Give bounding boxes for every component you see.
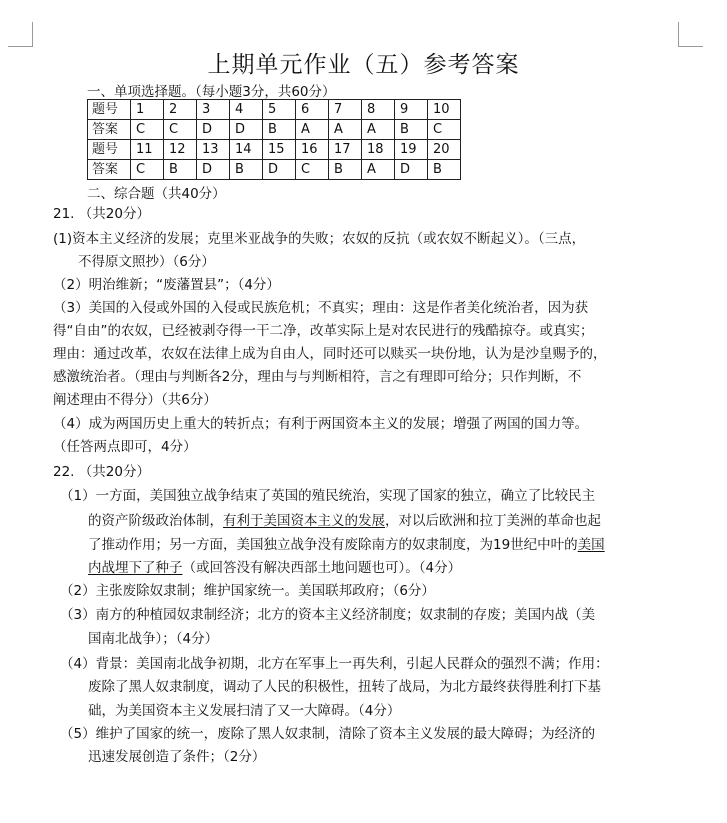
answer-line: （5）维护了国家的统一，废除了黑人奴隶制，清除了资本主义发展的最大障碍；为经济的 — [60, 726, 596, 742]
page-corner-mark-top-right — [678, 22, 703, 47]
section2-heading: 二、综合题（共40分） — [87, 186, 226, 202]
table-cell: 11 — [131, 140, 164, 160]
answer-line: (1)资本主义经济的发展；克里米亚战争的失败；农奴的反抗（或农奴不断起义）。（三点， — [53, 231, 586, 247]
table-cell: 18 — [362, 140, 395, 160]
table-cell: B — [263, 120, 296, 140]
table-cell: 20 — [428, 140, 461, 160]
table-cell: 17 — [329, 140, 362, 160]
table-cell: 5 — [263, 100, 296, 120]
table-cell: 19 — [395, 140, 428, 160]
table-row-label: 答案 — [88, 160, 131, 180]
table-cell: 7 — [329, 100, 362, 120]
underlined-text: 内战埋下了种子 — [88, 560, 183, 576]
answer-line: 不得原文照抄）（6分） — [78, 254, 215, 270]
table-row-label: 题号 — [88, 140, 131, 160]
table-cell: 4 — [230, 100, 263, 120]
table-cell: C — [296, 160, 329, 180]
answer-line: 础，为美国资本主义发展扫清了又一大障碍。（4分） — [88, 703, 401, 719]
answer-table — [87, 99, 461, 180]
answer-text: ，对以后欧洲和拉丁美洲的革命也起 — [385, 513, 601, 529]
table-cell: C — [131, 160, 164, 180]
answer-line: 理由：通过改革，农奴在法律上成为自由人，同时还可以赎买一块份地，认为是沙皇赐予的， — [53, 346, 607, 362]
table-cell: C — [428, 120, 461, 140]
answer-line: 废除了黑人奴隶制度，调动了人民的积极性，扭转了战局，为北方最终获得胜利打下基 — [88, 679, 601, 695]
underlined-text: 有利于美国资本主义的发展 — [223, 513, 385, 529]
table-cell: 3 — [197, 100, 230, 120]
table-cell: 1 — [131, 100, 164, 120]
answer-line: 迅速发展创造了条件；（2分） — [88, 749, 266, 765]
table-cell: C — [164, 120, 197, 140]
table-cell: 2 — [164, 100, 197, 120]
table-cell: D — [395, 160, 428, 180]
table-row — [88, 140, 461, 160]
q22-heading: 22. （共20分） — [53, 464, 150, 480]
table-cell: 13 — [197, 140, 230, 160]
table-cell: 10 — [428, 100, 461, 120]
answer-line — [88, 510, 601, 532]
table-cell: B — [329, 160, 362, 180]
answer-line: （4）背景：美国南北战争初期，北方在军事上一再失利，引起人民群众的强烈不满；作用： — [60, 656, 609, 672]
table-row — [88, 100, 461, 120]
answer-line: （2）明治维新；“废藩置县”；（4分） — [53, 277, 280, 293]
table-cell: 8 — [362, 100, 395, 120]
answer-text: 的资产阶级政治体制， — [88, 513, 223, 529]
answer-line: （任答两点即可，4分） — [53, 439, 197, 455]
answer-line: （2）主张废除奴隶制；维护国家统一。美国联邦政府；（6分） — [60, 583, 435, 599]
answer-line: （4）成为两国历史上重大的转折点；有利于两国资本主义的发展；增强了两国的国力等。 — [53, 416, 589, 432]
underlined-text: 美国 — [577, 537, 605, 553]
table-cell: D — [197, 160, 230, 180]
q21-heading: 21. （共20分） — [53, 206, 150, 222]
table-cell: A — [296, 120, 329, 140]
table-cell: 9 — [395, 100, 428, 120]
answer-line: 国南北战争）；（4分） — [88, 631, 219, 647]
page-title: 上期单元作业（五）参考答案 — [207, 52, 520, 78]
answer-text: （或回答没有解决西部土地问题也可）。（4分） — [182, 560, 462, 576]
table-cell: D — [197, 120, 230, 140]
table-row — [88, 120, 461, 140]
table-cell: 6 — [296, 100, 329, 120]
answer-text: 了推动作用；另一方面，美国独立战争没有废除南方的奴隶制度，为19世纪中叶的 — [88, 537, 578, 553]
table-cell: B — [164, 160, 197, 180]
table-cell: 16 — [296, 140, 329, 160]
answer-line — [88, 534, 605, 556]
table-row — [88, 160, 461, 180]
section1-heading: 一、单项选择题。（每小题3分，共60分） — [87, 84, 336, 100]
table-cell: D — [263, 160, 296, 180]
table-row-label: 题号 — [88, 100, 131, 120]
table-cell: B — [230, 160, 263, 180]
table-cell: B — [428, 160, 461, 180]
answer-line: 得“自由”的农奴，已经被剥夺得一干二净，改革实际上是对农民进行的残酷掠夺。或真实； — [53, 323, 594, 339]
table-cell: C — [131, 120, 164, 140]
table-cell: D — [230, 120, 263, 140]
page-corner-mark-top-left — [8, 22, 33, 47]
table-row-label: 答案 — [88, 120, 131, 140]
table-cell: A — [362, 120, 395, 140]
answer-line: （1）一方面，美国独立战争结束了英国的殖民统治，实现了国家的独立，确立了比较民主 — [60, 488, 596, 504]
table-cell: 12 — [164, 140, 197, 160]
table-cell: B — [395, 120, 428, 140]
answer-line — [88, 557, 461, 579]
table-cell: A — [329, 120, 362, 140]
answer-line: （3）南方的种植园奴隶制经济；北方的资本主义经济制度；奴隶制的存废；美国内战（美 — [60, 607, 596, 623]
answer-line: 阐述理由不得分）（共6分） — [53, 392, 217, 408]
table-cell: 15 — [263, 140, 296, 160]
answer-line: 感激统治者。（理由与判断各2分，理由与与判断相符，言之有理即可给分；只作判断，不 — [53, 369, 582, 385]
answer-line: （3）美国的入侵或外国的入侵或民族危机；不真实；理由：这是作者美化统治者，因为获 — [53, 300, 589, 316]
table-cell: A — [362, 160, 395, 180]
table-cell: 14 — [230, 140, 263, 160]
